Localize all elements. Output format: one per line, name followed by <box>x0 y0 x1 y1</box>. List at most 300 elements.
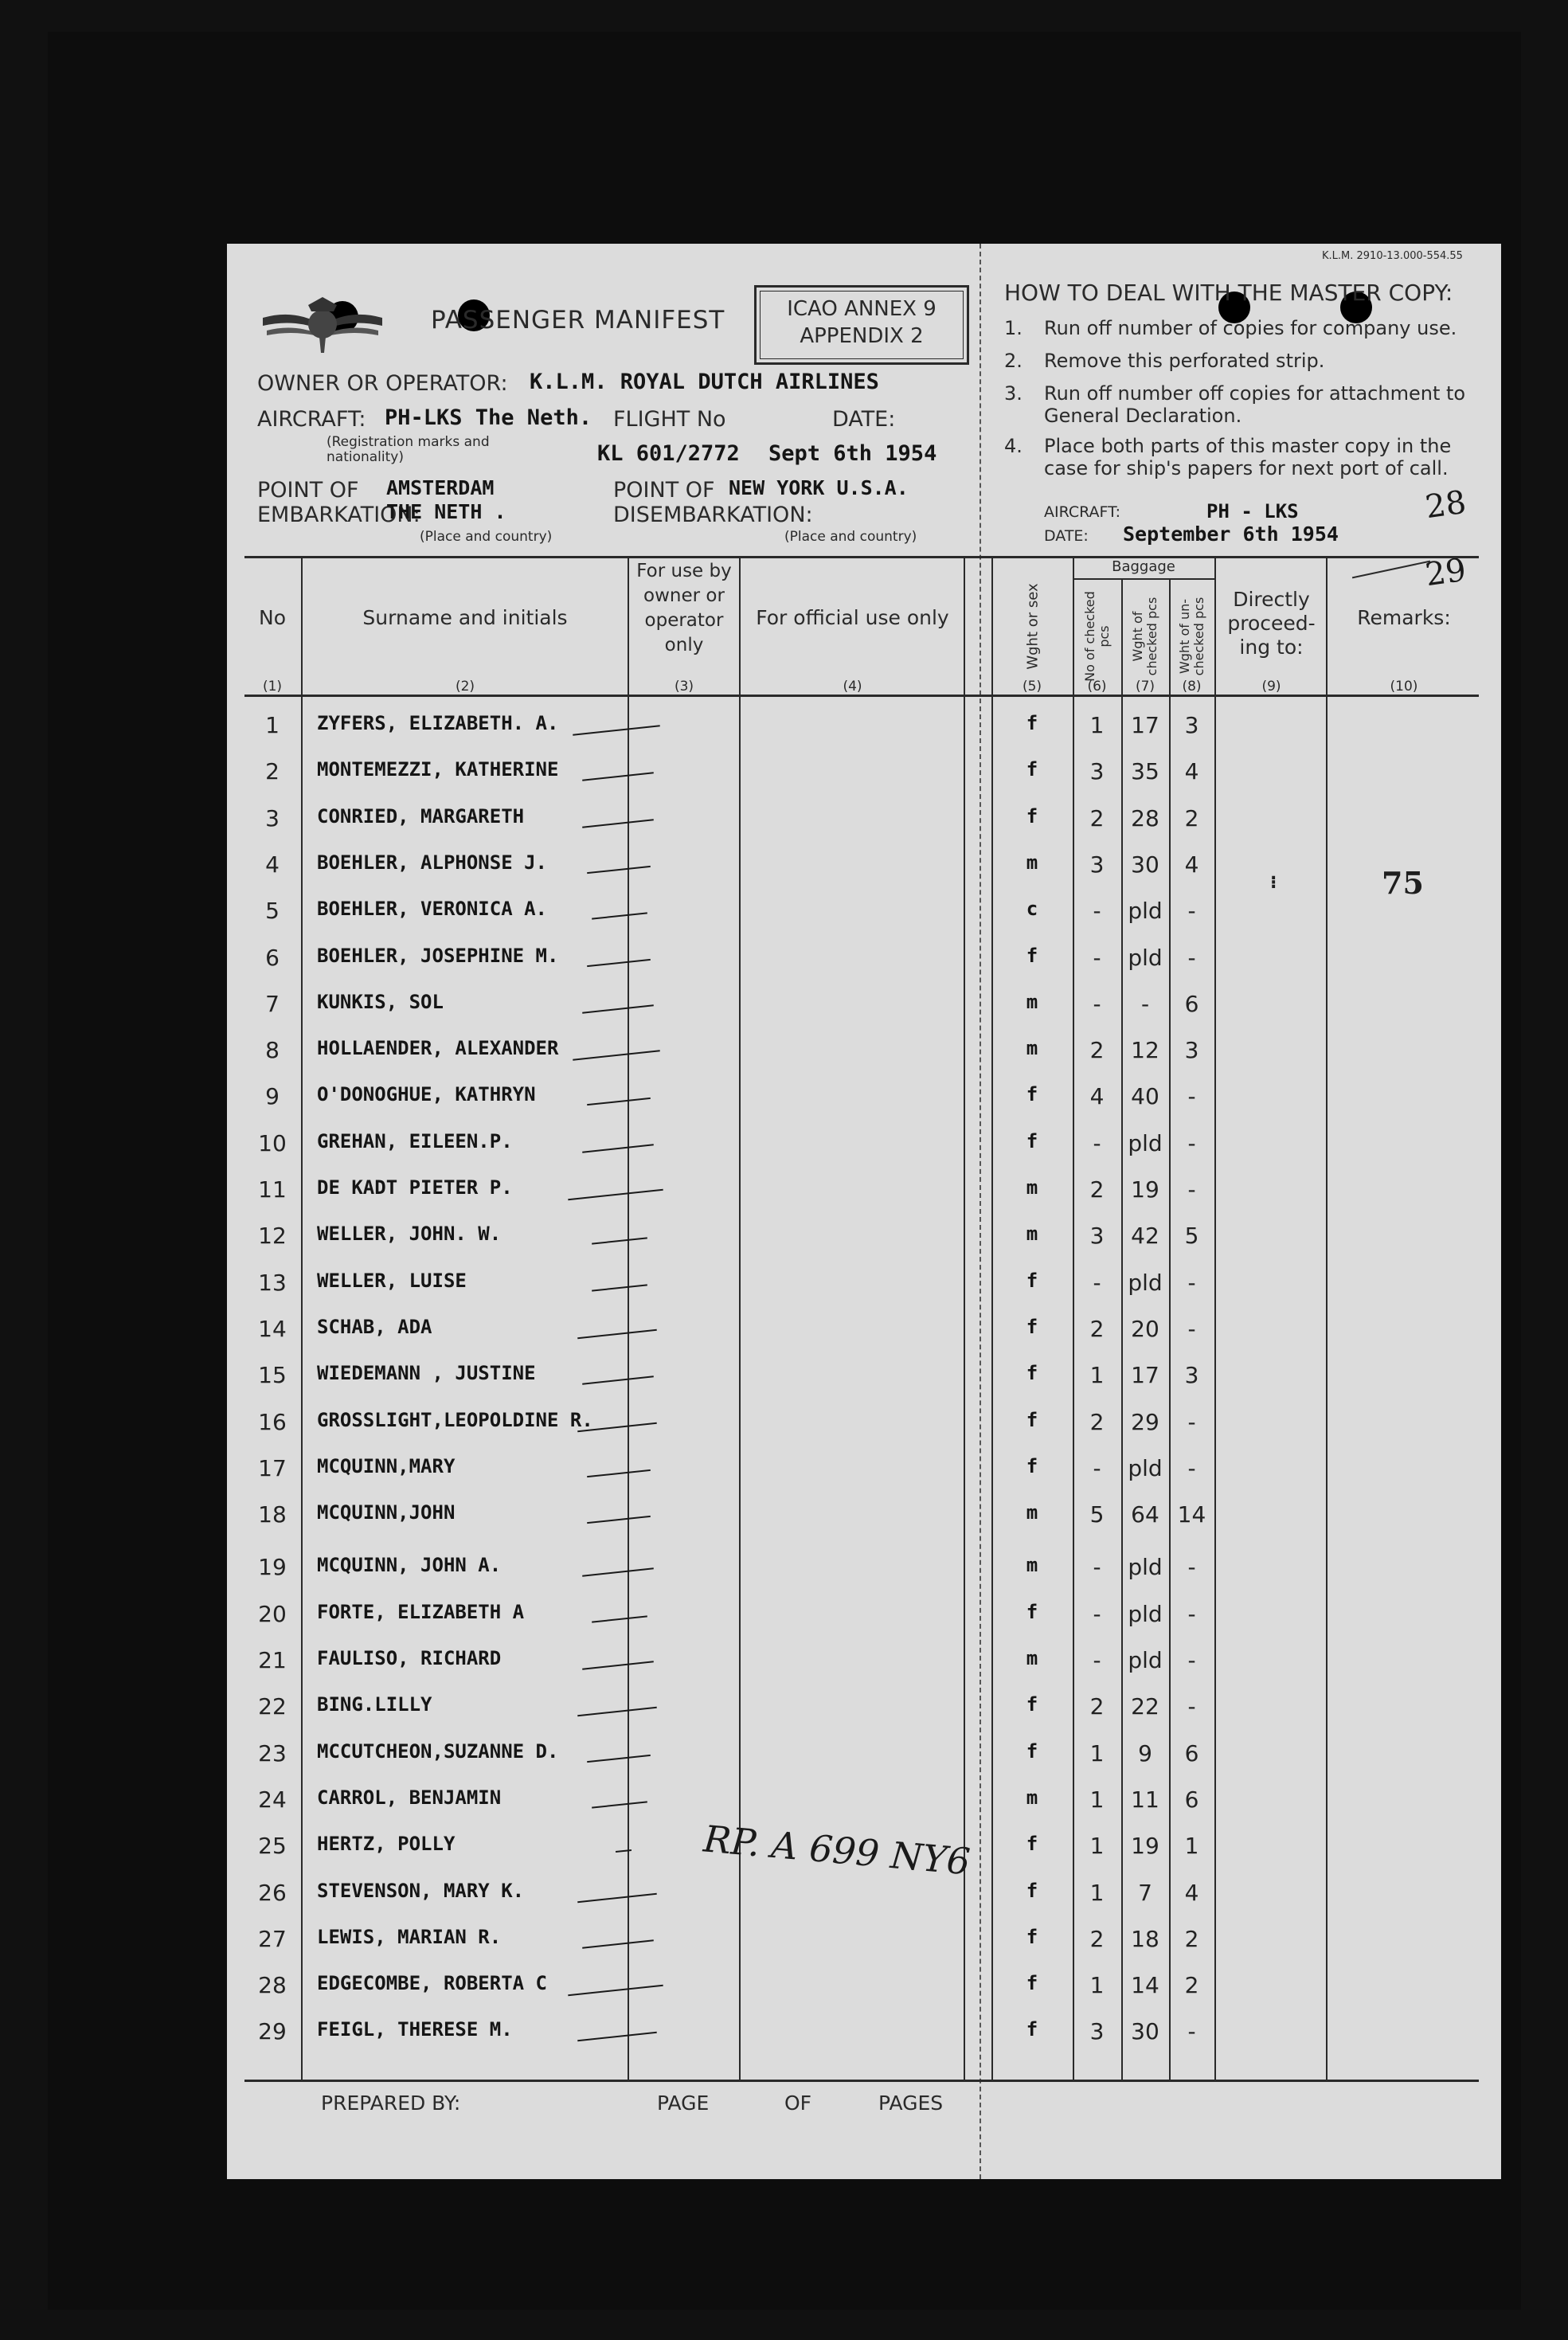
col-header-no: No <box>259 606 286 629</box>
col-num: (9) <box>1261 679 1281 695</box>
check-stroke <box>582 1375 654 1384</box>
col-num: (1) <box>262 679 283 695</box>
pages-label: PAGES <box>878 2092 944 2115</box>
check-stroke <box>577 2032 657 2041</box>
unchecked-weight: - <box>1187 2018 1196 2045</box>
check-stroke <box>577 1707 657 1716</box>
passenger-name: MCCUTCHEON,SUZANNE D. <box>317 1740 559 1763</box>
passenger-sex: f <box>1026 758 1038 781</box>
row-number: 6 <box>265 945 280 971</box>
handwritten-29: 29 <box>1423 551 1468 594</box>
checked-pieces: 2 <box>1089 1037 1105 1063</box>
unchecked-weight: 5 <box>1184 1223 1199 1249</box>
checked-pieces: - <box>1093 1130 1101 1156</box>
unchecked-weight: - <box>1187 898 1196 924</box>
check-stroke <box>582 1661 654 1669</box>
disembark-note: (Place and country) <box>784 529 917 545</box>
checked-weight: 64 <box>1131 1501 1159 1528</box>
unchecked-weight: 1 <box>1184 1833 1199 1859</box>
col-num: (8) <box>1182 679 1202 695</box>
col-header-checked-pcs: No of checked pcs <box>1082 591 1112 682</box>
embark-value-2: THE NETH . <box>386 500 506 523</box>
check-stroke <box>587 1516 651 1524</box>
table-row <box>227 991 1501 1023</box>
table-row <box>227 1501 1501 1533</box>
row-number: 2 <box>265 758 280 785</box>
passenger-name: BING.LILLY <box>317 1693 432 1716</box>
unchecked-weight: 3 <box>1184 712 1199 738</box>
passenger-name: WIEDEMANN , JUSTINE <box>317 1362 536 1384</box>
table-row <box>227 1083 1501 1115</box>
baggage-rule <box>1073 578 1214 580</box>
unchecked-weight: 6 <box>1184 991 1199 1017</box>
table-row <box>227 1455 1501 1487</box>
checked-weight: 30 <box>1131 2018 1159 2045</box>
official-handwritten-note: RP. A 699 NY6 <box>702 1817 972 1884</box>
passenger-name: O'DONOGHUE, KATHRYN <box>317 1083 536 1105</box>
passenger-sex: f <box>1026 805 1038 828</box>
checked-weight: 20 <box>1131 1316 1159 1342</box>
table-row <box>227 1786 1501 1818</box>
checked-weight: 35 <box>1131 758 1159 785</box>
instruction-item: 2. Remove this perforated strip. <box>1004 350 1325 372</box>
passenger-name: WELLER, LUISE <box>317 1270 467 1292</box>
checked-weight: 19 <box>1131 1833 1159 1859</box>
unchecked-weight: 2 <box>1184 1926 1199 1952</box>
checked-weight: pld <box>1128 1601 1163 1627</box>
page-title: PASSENGER MANIFEST <box>431 306 725 335</box>
row-number: 28 <box>258 1972 287 1998</box>
checked-pieces: - <box>1093 1270 1101 1296</box>
checked-pieces: 5 <box>1089 1501 1105 1528</box>
passenger-sex: f <box>1026 1880 1038 1902</box>
col-header-name: Surname and initials <box>362 606 568 629</box>
form-code: K.L.M. 2910-13.000-554.55 <box>1322 250 1463 262</box>
col-num: (10) <box>1390 679 1418 695</box>
row-number: 11 <box>258 1176 287 1203</box>
passenger-name: MCQUINN, JOHN A. <box>317 1554 502 1576</box>
unchecked-weight: - <box>1187 1270 1196 1296</box>
passenger-sex: f <box>1026 1455 1038 1477</box>
checked-pieces: 3 <box>1089 851 1105 878</box>
checked-pieces: 2 <box>1089 1409 1105 1435</box>
checked-weight: 29 <box>1131 1409 1159 1435</box>
instr-aircraft-value: PH - LKS <box>1206 500 1299 522</box>
table-row <box>227 1693 1501 1725</box>
checked-pieces: 1 <box>1089 1880 1105 1906</box>
checked-pieces: 2 <box>1089 1693 1105 1720</box>
checked-weight: 42 <box>1131 1223 1159 1249</box>
row-number: 12 <box>258 1223 287 1249</box>
table-header-rule <box>244 695 1479 697</box>
col-num: (4) <box>843 679 862 695</box>
check-stroke <box>577 1893 657 1903</box>
passenger-name: HOLLAENDER, ALEXANDER <box>317 1037 559 1059</box>
checked-pieces: 2 <box>1089 1926 1105 1952</box>
klm-logo-icon <box>259 288 386 359</box>
passenger-sex: f <box>1026 1316 1038 1338</box>
checked-pieces: 4 <box>1089 1083 1105 1109</box>
passenger-sex: f <box>1026 1270 1038 1292</box>
checked-weight: pld <box>1128 945 1163 971</box>
table-row <box>227 1362 1501 1394</box>
instructions-title: HOW TO DEAL WITH THE MASTER COPY: <box>1004 280 1453 306</box>
unchecked-weight: - <box>1187 1316 1196 1342</box>
passenger-sex: f <box>1026 2018 1038 2041</box>
row-number: 24 <box>258 1786 287 1813</box>
row-number: 5 <box>265 898 280 924</box>
disembark-value: NEW YORK U.S.A. <box>729 476 909 499</box>
row-number: 19 <box>258 1554 287 1580</box>
passenger-sex: f <box>1026 1972 1038 1994</box>
checked-weight: 22 <box>1131 1693 1159 1720</box>
icao-annex: ICAO ANNEX 9 <box>787 297 936 321</box>
table-row <box>227 851 1501 883</box>
passenger-sex: m <box>1026 1554 1038 1576</box>
checked-weight: 30 <box>1131 851 1159 878</box>
passenger-sex: m <box>1026 1501 1038 1524</box>
col-header-sex: Wght or sex <box>1024 583 1042 670</box>
embark-label-2: EMBARKATION: <box>257 503 420 527</box>
table-row <box>227 1554 1501 1586</box>
col-num: (2) <box>455 679 475 695</box>
unchecked-weight: - <box>1187 1409 1196 1435</box>
unchecked-weight: - <box>1187 1130 1196 1156</box>
passenger-sex: m <box>1026 1223 1038 1245</box>
checked-pieces: - <box>1093 898 1101 924</box>
checked-weight: 17 <box>1131 712 1159 738</box>
unchecked-weight: - <box>1187 1455 1196 1481</box>
table-row <box>227 1037 1501 1069</box>
checked-pieces: - <box>1093 991 1101 1017</box>
handwritten-stroke <box>1352 561 1430 579</box>
passenger-name: MCQUINN,MARY <box>317 1455 456 1477</box>
checked-pieces: - <box>1093 945 1101 971</box>
passenger-sex: f <box>1026 1083 1038 1105</box>
disembark-label-1: POINT OF <box>613 478 715 503</box>
unchecked-weight: - <box>1187 1083 1196 1109</box>
handwritten-28: 28 <box>1423 483 1468 526</box>
checked-pieces: 1 <box>1089 712 1105 738</box>
aircraft-value: PH-LKS The Neth. <box>385 405 592 430</box>
row-number: 20 <box>258 1601 287 1627</box>
row-number: 15 <box>258 1362 287 1388</box>
passenger-sex: f <box>1026 712 1038 734</box>
passenger-name: CARROL, BENJAMIN <box>317 1786 502 1809</box>
check-stroke <box>592 1284 647 1291</box>
passenger-name: LEWIS, MARIAN R. <box>317 1926 502 1948</box>
col-header-owner-use: For use by owner or operator only <box>636 561 732 655</box>
checked-weight: 28 <box>1131 805 1159 832</box>
remark-tick: ⁝ <box>1270 873 1277 893</box>
row-number: 21 <box>258 1647 287 1673</box>
table-row <box>227 1409 1501 1441</box>
row-number: 3 <box>265 805 280 832</box>
col-num: (3) <box>674 679 694 695</box>
row-number: 4 <box>265 851 280 878</box>
unchecked-weight: - <box>1187 945 1196 971</box>
check-stroke <box>582 1939 654 1948</box>
row-number: 1 <box>265 712 280 738</box>
passenger-name: GREHAN, EILEEN.P. <box>317 1130 513 1152</box>
passenger-name: CONRIED, MARGARETH <box>317 805 525 828</box>
unchecked-weight: 4 <box>1184 758 1199 785</box>
checked-weight: - <box>1140 991 1150 1017</box>
row-number: 18 <box>258 1501 287 1528</box>
passenger-sex: f <box>1026 945 1038 967</box>
embark-note: (Place and country) <box>420 529 553 545</box>
row-number: 10 <box>258 1130 287 1156</box>
passenger-sex: f <box>1026 1693 1038 1716</box>
instruction-item: 4. Place both parts of this master copy in the case for ship's papers for next port of call. <box>1004 435 1452 479</box>
passenger-name: KUNKIS, SOL <box>317 991 444 1013</box>
passenger-name: BOEHLER, VERONICA A. <box>317 898 547 920</box>
passenger-name: MONTEMEZZI, KATHERINE <box>317 758 559 781</box>
checked-weight: 9 <box>1138 1740 1152 1767</box>
col-header-remarks: Remarks: <box>1357 606 1451 629</box>
col-header-weight-checked: Wght of checked pcs <box>1130 597 1159 676</box>
row-number: 27 <box>258 1926 287 1952</box>
checked-pieces: - <box>1093 1554 1101 1580</box>
passenger-sex: m <box>1026 1786 1038 1809</box>
check-stroke <box>582 819 654 828</box>
date-value: Sept 6th 1954 <box>768 441 937 466</box>
aircraft-note: (Registration marks and nationality) <box>327 434 490 465</box>
table-row <box>227 898 1501 929</box>
table-row <box>227 1740 1501 1772</box>
unchecked-weight: 6 <box>1184 1786 1199 1813</box>
table-row <box>227 1880 1501 1912</box>
checked-pieces: 3 <box>1089 1223 1105 1249</box>
disembark-label-2: DISEMBARKATION: <box>613 503 813 527</box>
unchecked-weight: 3 <box>1184 1362 1199 1388</box>
icao-box <box>754 285 969 365</box>
check-stroke <box>592 1237 647 1244</box>
check-stroke <box>573 1050 660 1060</box>
table-row <box>227 1176 1501 1208</box>
remark-75: 75 <box>1382 865 1424 901</box>
checked-pieces: 3 <box>1089 2018 1105 2045</box>
check-stroke <box>592 1615 647 1622</box>
table-top-rule <box>244 556 1479 558</box>
flight-value: KL 601/2772 <box>597 441 740 466</box>
check-stroke <box>582 1567 654 1576</box>
unchecked-weight: - <box>1187 1176 1196 1203</box>
unchecked-weight: - <box>1187 1554 1196 1580</box>
passenger-name: GROSSLIGHT,LEOPOLDINE R. <box>317 1409 593 1431</box>
aircraft-label: AIRCRAFT: <box>257 407 366 432</box>
passenger-name: STEVENSON, MARY K. <box>317 1880 525 1902</box>
unchecked-weight: 4 <box>1184 1880 1199 1906</box>
table-row <box>227 1130 1501 1162</box>
date-label: DATE: <box>832 407 896 432</box>
passenger-name: FORTE, ELIZABETH A <box>317 1601 525 1623</box>
table-row <box>227 758 1501 790</box>
row-number: 7 <box>265 991 280 1017</box>
unchecked-weight: 4 <box>1184 851 1199 878</box>
table-row <box>227 712 1501 744</box>
instruction-item: 3. Run off number off copies for attachment to General Declaration. <box>1004 382 1466 427</box>
row-number: 8 <box>265 1037 280 1063</box>
checked-pieces: - <box>1093 1601 1101 1627</box>
table-row <box>227 1647 1501 1679</box>
unchecked-weight: - <box>1187 1647 1196 1673</box>
checked-pieces: 1 <box>1089 1740 1105 1767</box>
instructions-list <box>1004 317 1474 479</box>
checked-pieces: 2 <box>1089 805 1105 832</box>
table-row <box>227 805 1501 837</box>
checked-weight: pld <box>1128 1130 1163 1156</box>
col-header-baggage: Baggage <box>1112 558 1175 575</box>
check-stroke <box>587 866 651 874</box>
check-stroke <box>582 1144 654 1152</box>
passenger-name: FAULISO, RICHARD <box>317 1647 502 1669</box>
row-number: 16 <box>258 1409 287 1435</box>
checked-weight: pld <box>1128 898 1163 924</box>
passenger-sex: f <box>1026 1833 1038 1855</box>
passenger-sex: c <box>1026 898 1038 920</box>
unchecked-weight: - <box>1187 1601 1196 1627</box>
passenger-sex: m <box>1026 1176 1038 1199</box>
passenger-sex: f <box>1026 1130 1038 1152</box>
table-row <box>227 1270 1501 1301</box>
embark-value-1: AMSTERDAM <box>386 476 495 499</box>
col-num: (6) <box>1087 679 1107 695</box>
checked-weight: 40 <box>1131 1083 1159 1109</box>
row-number: 23 <box>258 1740 287 1767</box>
passenger-name: BOEHLER, ALPHONSE J. <box>317 851 547 874</box>
passenger-sex: m <box>1026 1037 1038 1059</box>
checked-weight: pld <box>1128 1554 1163 1580</box>
flight-label: FLIGHT No <box>613 407 726 432</box>
passenger-name: DE KADT PIETER P. <box>317 1176 513 1199</box>
check-stroke <box>587 1469 651 1477</box>
table-row <box>227 1972 1501 2004</box>
checked-weight: 19 <box>1131 1176 1159 1203</box>
passenger-name: HERTZ, POLLY <box>317 1833 456 1855</box>
row-number: 25 <box>258 1833 287 1859</box>
passenger-name: EDGECOMBE, ROBERTA C <box>317 1972 547 1994</box>
checked-pieces: 2 <box>1089 1176 1105 1203</box>
row-number: 29 <box>258 2018 287 2045</box>
unchecked-weight: 3 <box>1184 1037 1199 1063</box>
check-stroke <box>577 1329 657 1339</box>
check-stroke <box>587 1755 651 1763</box>
checked-pieces: 1 <box>1089 1362 1105 1388</box>
instruction-item: 1. Run off number of copies for company use. <box>1004 317 1457 339</box>
row-number: 9 <box>265 1083 280 1109</box>
table-row <box>227 2018 1501 2050</box>
passenger-name: MCQUINN,JOHN <box>317 1501 456 1524</box>
checked-weight: 7 <box>1138 1880 1152 1906</box>
of-label: OF <box>784 2092 812 2115</box>
col-header-official: For official use only <box>756 606 949 629</box>
prepared-by-label: PREPARED BY: <box>321 2092 461 2115</box>
table-row <box>227 1223 1501 1254</box>
row-number: 14 <box>258 1316 287 1342</box>
checked-pieces: - <box>1093 1647 1101 1673</box>
check-stroke <box>587 1098 651 1105</box>
passenger-sex: m <box>1026 851 1038 874</box>
checked-pieces: 1 <box>1089 1833 1105 1859</box>
icao-appendix: APPENDIX 2 <box>800 324 924 348</box>
checked-weight: 14 <box>1131 1972 1159 1998</box>
row-number: 22 <box>258 1693 287 1720</box>
checked-weight: 11 <box>1131 1786 1159 1813</box>
checked-pieces: - <box>1093 1455 1101 1481</box>
passenger-sex: f <box>1026 1740 1038 1763</box>
checked-weight: 18 <box>1131 1926 1159 1952</box>
col-header-directly: Directly proceed-ing to: <box>1227 588 1316 659</box>
checked-weight: pld <box>1128 1270 1163 1296</box>
check-stroke <box>573 725 660 735</box>
embark-label-1: POINT OF <box>257 478 359 503</box>
checked-weight: pld <box>1128 1647 1163 1673</box>
checked-pieces: 2 <box>1089 1316 1105 1342</box>
instr-aircraft-label: AIRCRAFT: <box>1044 503 1121 521</box>
page-label: PAGE <box>657 2092 710 2115</box>
table-row <box>227 1926 1501 1958</box>
checked-weight: 17 <box>1131 1362 1159 1388</box>
check-stroke <box>582 1004 654 1013</box>
passenger-sex: f <box>1026 1601 1038 1623</box>
table-row <box>227 1316 1501 1348</box>
unchecked-weight: 6 <box>1184 1740 1199 1767</box>
col-num: (7) <box>1135 679 1155 695</box>
check-stroke <box>592 912 647 919</box>
col-header-weight-unchecked: Wght of un-checked pcs <box>1177 597 1206 676</box>
checked-pieces: 1 <box>1089 1972 1105 1998</box>
table-row <box>227 945 1501 976</box>
unchecked-weight: 14 <box>1177 1501 1206 1528</box>
passenger-sex: f <box>1026 1362 1038 1384</box>
instr-date-value: September 6th 1954 <box>1123 522 1339 546</box>
instr-date-label: DATE: <box>1044 527 1089 545</box>
passenger-name: SCHAB, ADA <box>317 1316 432 1338</box>
unchecked-weight: 2 <box>1184 1972 1199 1998</box>
passenger-sex: m <box>1026 991 1038 1013</box>
passenger-name: FEIGL, THERESE M. <box>317 2018 513 2041</box>
row-number: 13 <box>258 1270 287 1296</box>
unchecked-weight: - <box>1187 1693 1196 1720</box>
passenger-sex: f <box>1026 1409 1038 1431</box>
owner-value: K.L.M. ROYAL DUTCH AIRLINES <box>530 370 879 394</box>
checked-weight: 12 <box>1131 1037 1159 1063</box>
col-num: (5) <box>1022 679 1042 695</box>
row-number: 26 <box>258 1880 287 1906</box>
checked-pieces: 3 <box>1089 758 1105 785</box>
unchecked-weight: 2 <box>1184 805 1199 832</box>
check-stroke <box>568 1189 663 1201</box>
check-stroke <box>568 1985 663 1997</box>
passenger-sex: f <box>1026 1926 1038 1948</box>
manifest-sheet <box>227 244 1501 2179</box>
checked-pieces: 1 <box>1089 1786 1105 1813</box>
owner-label: OWNER OR OPERATOR: <box>257 371 508 396</box>
check-stroke <box>587 959 651 967</box>
check-stroke <box>592 1801 647 1808</box>
passenger-name: BOEHLER, JOSEPHINE M. <box>317 945 559 967</box>
table-bottom-rule <box>244 2080 1479 2082</box>
check-stroke <box>582 772 654 781</box>
passenger-sex: m <box>1026 1647 1038 1669</box>
passenger-name: ZYFERS, ELIZABETH. A. <box>317 712 559 734</box>
checked-weight: pld <box>1128 1455 1163 1481</box>
table-row <box>227 1601 1501 1633</box>
passenger-name: WELLER, JOHN. W. <box>317 1223 502 1245</box>
check-stroke <box>616 1849 632 1853</box>
row-number: 17 <box>258 1455 287 1481</box>
